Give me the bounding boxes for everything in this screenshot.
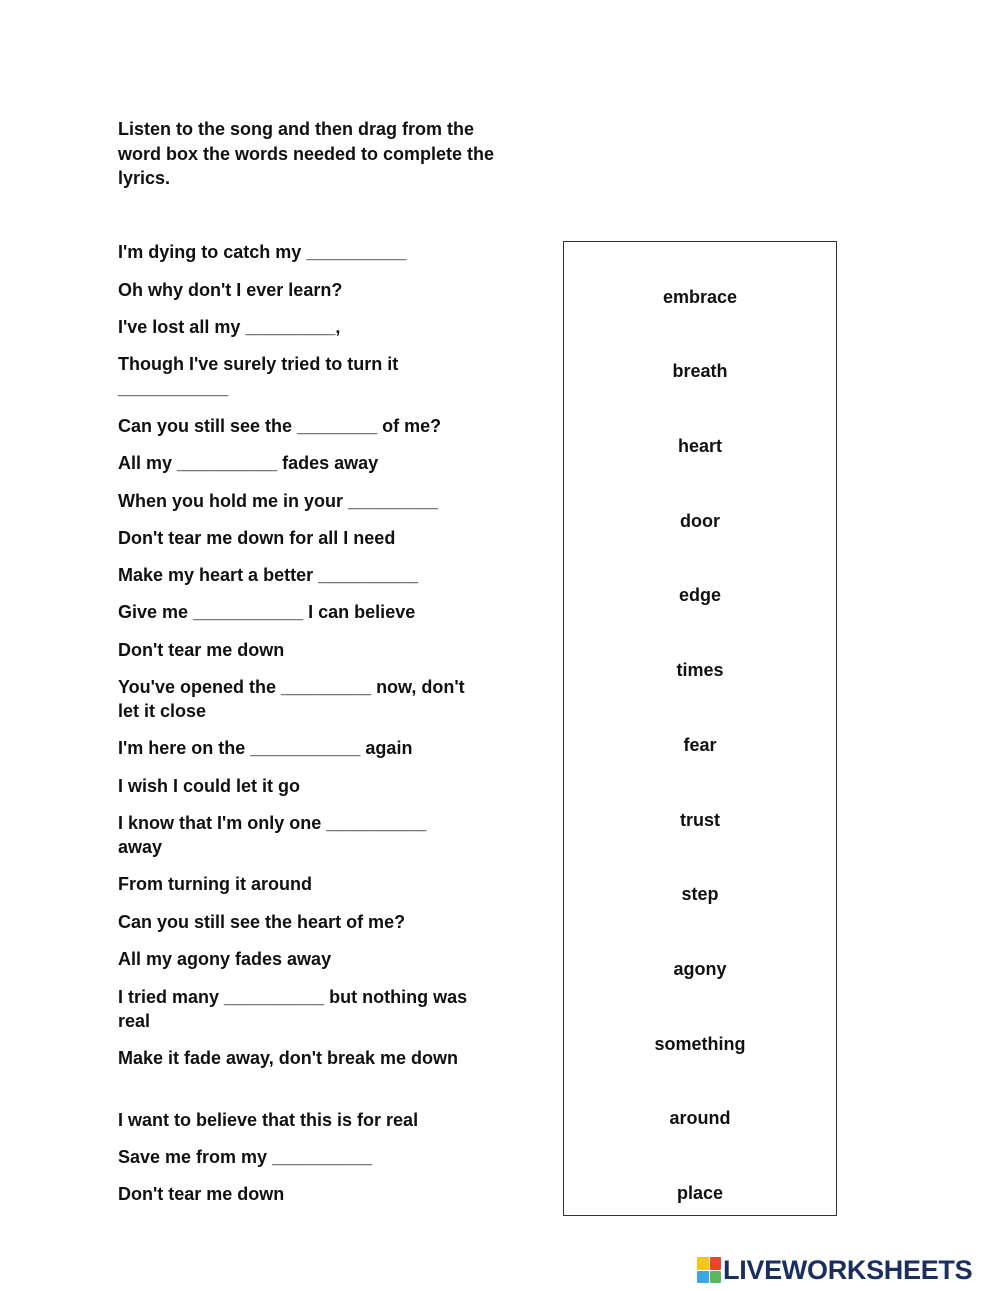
lyric-line: I'm dying to catch my __________	[118, 242, 407, 262]
lyric-line: All my __________ fades away	[118, 453, 379, 473]
lyric-line: I wish I could let it go	[118, 776, 301, 796]
lyric-line: I want to believe that this is for real	[118, 1110, 419, 1130]
word-box	[563, 241, 837, 1216]
word-option[interactable]: something	[654, 1034, 746, 1054]
logo-square	[710, 1257, 722, 1270]
word-option[interactable]: trust	[680, 810, 720, 830]
word-option[interactable]: edge	[678, 585, 721, 605]
lyric-line: Don't tear me down	[118, 1184, 285, 1204]
word-option[interactable]: door	[680, 511, 720, 531]
logo-square	[697, 1257, 709, 1270]
liveworksheets-logo	[697, 1255, 972, 1285]
word-option[interactable]: fear	[683, 735, 717, 755]
lyric-line: Can you still see the ________ of me?	[118, 416, 442, 436]
liveworksheets-logo-icon	[697, 1257, 721, 1283]
word-option[interactable]: agony	[673, 959, 727, 979]
lyric-line: Oh why don't I ever learn?	[118, 280, 343, 300]
lyric-line: When you hold me in your _________	[118, 491, 439, 511]
lyric-line: All my agony fades away	[118, 949, 332, 969]
word-option[interactable]: step	[681, 884, 719, 904]
lyric-line: Don't tear me down for all I need	[118, 528, 396, 548]
lyric-line: I'm here on the ___________ again	[118, 738, 413, 758]
lyric-line: Can you still see the heart of me?	[118, 912, 406, 932]
word-option[interactable]: around	[669, 1108, 731, 1128]
lyric-line: Give me ___________ I can believe	[118, 602, 416, 622]
lyric-line: Save me from my __________	[118, 1147, 373, 1167]
lyric-line: You've opened the _________ now, don't let it close	[118, 677, 465, 721]
lyric-line: I've lost all my _________,	[118, 317, 341, 337]
lyric-line: I know that I'm only one __________ away	[118, 813, 427, 857]
word-option[interactable]: heart	[677, 436, 722, 456]
lyric-line: I tried many __________ but nothing was real	[118, 987, 468, 1031]
lyric-line: Make it fade away, don't break me down	[118, 1048, 459, 1068]
word-option[interactable]: times	[676, 660, 724, 680]
lyric-line: From turning it around	[118, 874, 312, 894]
lyric-line: Don't tear me down	[118, 640, 285, 660]
lyric-line: Make my heart a better __________	[118, 565, 419, 585]
word-option[interactable]: breath	[672, 361, 728, 381]
word-option[interactable]: embrace	[662, 287, 738, 307]
word-option[interactable]: place	[676, 1183, 724, 1203]
logo-square	[710, 1271, 722, 1284]
lyric-line: Though I've surely tried to turn it ___________	[118, 354, 399, 398]
logo-text: LIVEWORKSHEETS	[723, 1254, 973, 1285]
logo-square	[697, 1271, 709, 1284]
instructions-text: Listen to the song and then drag from the word box the words needed to complete the lyrics.	[118, 119, 495, 188]
